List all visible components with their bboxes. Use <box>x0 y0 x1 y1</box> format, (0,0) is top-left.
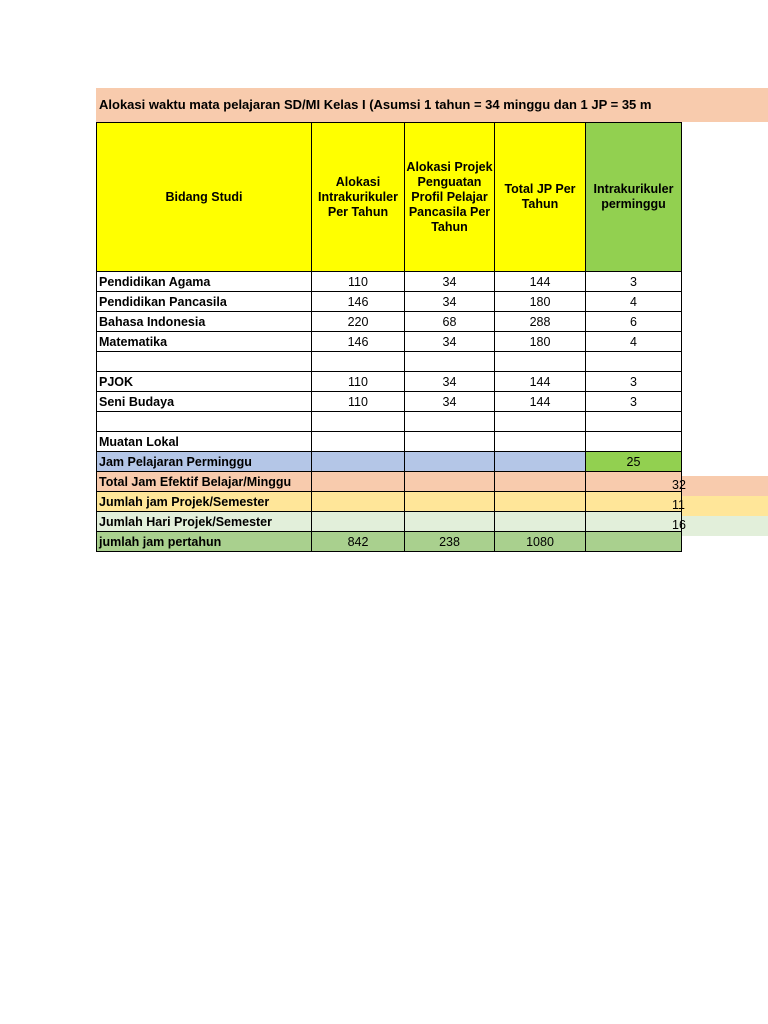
table-row <box>97 332 682 352</box>
row-jp-perminggu <box>97 452 682 472</box>
cell-intra[interactable] <box>312 432 405 452</box>
cell-total[interactable]: 180 <box>495 292 586 312</box>
cell-projek[interactable] <box>405 352 495 372</box>
label-jp-perminggu[interactable]: Jam Pelajaran Perminggu <box>97 452 312 472</box>
cell-intra[interactable]: 110 <box>312 372 405 392</box>
table-row <box>97 272 682 292</box>
viewport-mask <box>682 122 768 476</box>
cell-subject[interactable]: Muatan Lokal <box>97 432 312 452</box>
value-jp-perminggu[interactable]: 25 <box>586 452 682 472</box>
table-row <box>97 312 682 332</box>
cell-total[interactable]: 144 <box>495 372 586 392</box>
cell-empty[interactable] <box>312 452 405 472</box>
cell-weekly[interactable]: 4 <box>586 292 682 312</box>
cell-weekly[interactable]: 3 <box>586 372 682 392</box>
cell-subject[interactable]: PJOK <box>97 372 312 392</box>
cell-total[interactable] <box>495 412 586 432</box>
cell-projek[interactable]: 34 <box>405 372 495 392</box>
table-row <box>97 432 682 452</box>
lightgreen-band-extension <box>682 516 768 536</box>
cell-total[interactable] <box>495 352 586 372</box>
cell-total[interactable]: 288 <box>495 312 586 332</box>
value-projek-pertahun[interactable]: 238 <box>405 532 495 552</box>
header-total-jp: Total JP Per Tahun <box>495 123 586 272</box>
header-row <box>97 123 682 272</box>
cell-projek[interactable]: 34 <box>405 292 495 312</box>
value-total-pertahun[interactable]: 1080 <box>495 532 586 552</box>
cell-intra[interactable]: 110 <box>312 272 405 292</box>
label-hari-projek[interactable]: Jumlah Hari Projek/Semester <box>97 512 312 532</box>
cell-intra[interactable]: 220 <box>312 312 405 332</box>
label-total-efektif[interactable]: Total Jam Efektif Belajar/Minggu <box>97 472 312 492</box>
table-row <box>97 292 682 312</box>
cell-subject[interactable] <box>97 352 312 372</box>
sheet-title: Alokasi waktu mata pelajaran SD/MI Kelas I (Asumsi 1 tahun = 34 minggu dan 1 JP = 35 m <box>96 88 768 122</box>
cell-subject[interactable]: Bahasa Indonesia <box>97 312 312 332</box>
cell-empty[interactable] <box>495 512 586 532</box>
cell-weekly[interactable] <box>586 412 682 432</box>
table-row <box>97 352 682 372</box>
cell-intra[interactable]: 146 <box>312 292 405 312</box>
cell-projek[interactable]: 68 <box>405 312 495 332</box>
cell-empty[interactable] <box>405 492 495 512</box>
value-jam-projek-visible: 11 <box>672 498 685 512</box>
cell-empty[interactable] <box>495 492 586 512</box>
cell-weekly[interactable]: 3 <box>586 272 682 292</box>
yellow-band-extension <box>682 496 768 516</box>
cell-empty[interactable] <box>312 512 405 532</box>
cell-subject[interactable]: Matematika <box>97 332 312 352</box>
cell-empty[interactable] <box>405 512 495 532</box>
label-jam-pertahun[interactable]: jumlah jam pertahun <box>97 532 312 552</box>
cell-subject[interactable]: Seni Budaya <box>97 392 312 412</box>
cell-total[interactable]: 144 <box>495 272 586 292</box>
label-jam-projek[interactable]: Jumlah jam Projek/Semester <box>97 492 312 512</box>
cell-weekly[interactable]: 4 <box>586 332 682 352</box>
cell-subject[interactable] <box>97 412 312 432</box>
cell-intra[interactable] <box>312 352 405 372</box>
cell-total[interactable] <box>495 432 586 452</box>
cell-empty[interactable] <box>405 472 495 492</box>
cell-subject[interactable]: Pendidikan Agama <box>97 272 312 292</box>
orange-band-extension <box>682 476 768 496</box>
header-subject: Bidang Studi <box>97 123 312 272</box>
clipped-values <box>586 476 686 536</box>
cell-empty[interactable] <box>495 452 586 472</box>
value-hari-projek-visible: 16 <box>672 518 686 532</box>
value-intra-pertahun[interactable]: 842 <box>312 532 405 552</box>
cell-weekly[interactable] <box>586 352 682 372</box>
cell-weekly[interactable]: 6 <box>586 312 682 332</box>
cell-weekly[interactable]: 3 <box>586 392 682 412</box>
table-row <box>97 392 682 412</box>
header-weekly: Intrakurikuler perminggu <box>586 123 682 272</box>
cell-weekly[interactable] <box>586 432 682 452</box>
cell-subject[interactable]: Pendidikan Pancasila <box>97 292 312 312</box>
viewport-mask <box>682 536 768 566</box>
table-row <box>97 412 682 432</box>
cell-projek[interactable]: 34 <box>405 392 495 412</box>
cell-empty[interactable] <box>495 472 586 492</box>
value-total-efektif-visible: 32 <box>672 478 686 492</box>
table-row <box>97 372 682 392</box>
cell-projek[interactable] <box>405 412 495 432</box>
cell-total[interactable]: 144 <box>495 392 586 412</box>
cell-intra[interactable]: 110 <box>312 392 405 412</box>
cell-empty[interactable] <box>312 492 405 512</box>
header-projek: Alokasi Projek Penguatan Profil Pelajar Pancasila Per Tahun <box>405 123 495 272</box>
cell-empty[interactable] <box>405 452 495 472</box>
cell-intra[interactable]: 146 <box>312 332 405 352</box>
header-intrakurikuler: Alokasi Intrakurikuler Per Tahun <box>312 123 405 272</box>
cell-projek[interactable]: 34 <box>405 332 495 352</box>
cell-projek[interactable]: 34 <box>405 272 495 292</box>
cell-total[interactable]: 180 <box>495 332 586 352</box>
cell-empty[interactable] <box>312 472 405 492</box>
cell-intra[interactable] <box>312 412 405 432</box>
cell-projek[interactable] <box>405 432 495 452</box>
